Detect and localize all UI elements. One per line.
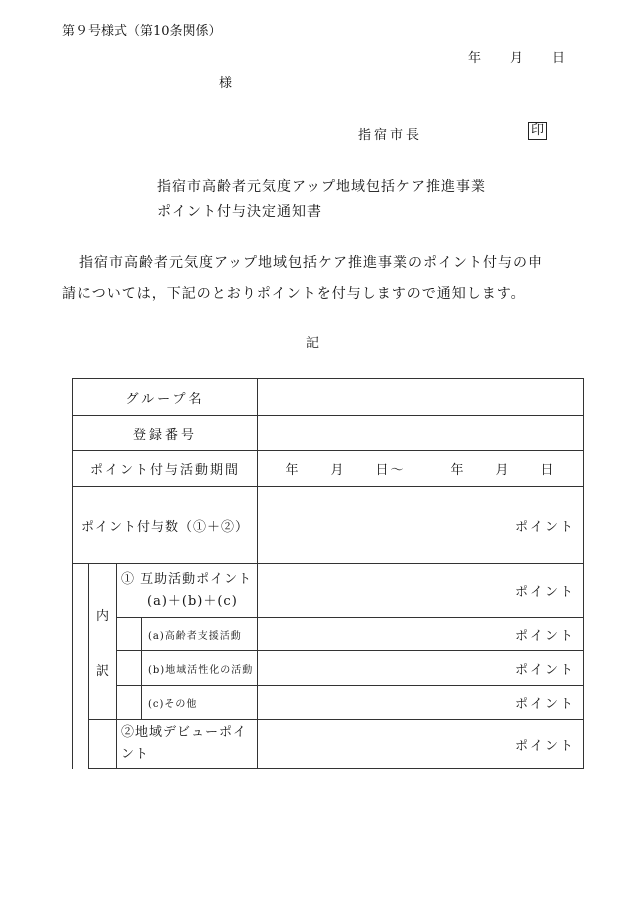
debut-label: ②地域デビューポイント xyxy=(117,720,258,769)
period-label: ポイント付与活動期間 xyxy=(73,451,258,487)
c-cell xyxy=(117,686,258,720)
ki-heading: 記 xyxy=(306,336,320,351)
reg-no-field[interactable] xyxy=(258,416,584,451)
document-title-line1: 指宿市高齢者元気度アップ地域包括ケア推進事業 xyxy=(157,179,487,195)
b-points-field[interactable]: ポイント xyxy=(258,651,584,686)
a-label: (a)高齢者支援活動 xyxy=(141,618,257,650)
row-reg-no xyxy=(73,416,584,451)
a-points-field[interactable]: ポイント xyxy=(258,618,584,651)
addressee-suffix: 様 xyxy=(219,76,233,91)
row-debut xyxy=(73,720,584,769)
reg-no-label: 登録番号 xyxy=(73,416,258,451)
seal-mark: 印 xyxy=(528,122,547,140)
debut-spacer xyxy=(89,720,117,769)
total-label: ポイント付与数（①＋②） xyxy=(73,487,258,564)
a-cell xyxy=(117,618,258,651)
row-mutual xyxy=(73,564,584,618)
group-name-label: グループ名 xyxy=(73,379,258,416)
form-number: 第９号様式（第10条関係） xyxy=(62,24,222,39)
mutual-label-line1: ① 互助活動ポイント xyxy=(121,571,253,587)
b-label: (b)地域活性化の活動 xyxy=(141,651,257,685)
row-c xyxy=(73,686,584,720)
date-line: 年 月 日 xyxy=(468,51,574,66)
b-cell xyxy=(117,651,258,686)
row-total xyxy=(73,487,584,564)
total-points-field[interactable]: ポイント xyxy=(258,487,584,564)
debut-points-field[interactable]: ポイント xyxy=(258,720,584,769)
point-table xyxy=(72,378,584,769)
period-field[interactable]: 年 月 日～ 年 月 日 xyxy=(258,451,584,487)
body-text-line2: 請については，下記のとおりポイントを付与しますので通知します。 xyxy=(62,286,526,302)
row-group-name xyxy=(73,379,584,416)
document-title-line2: ポイント付与決定通知書 xyxy=(157,204,322,220)
breakdown-char-1: 内 xyxy=(95,608,109,624)
row-b xyxy=(73,651,584,686)
group-name-field[interactable] xyxy=(258,379,584,416)
mutual-label-line2: (a)＋(b)＋(c) xyxy=(147,593,238,609)
breakdown-char-2: 訳 xyxy=(95,663,109,679)
c-points-field[interactable]: ポイント xyxy=(258,686,584,720)
breakdown-label xyxy=(89,564,117,720)
mutual-label xyxy=(117,564,258,618)
table-left-margin xyxy=(73,564,89,769)
mutual-points-field[interactable]: ポイント xyxy=(258,564,584,618)
sender-name: 指宿市長 xyxy=(358,128,423,143)
body-text-line1: 指宿市高齢者元気度アップ地域包括ケア推進事業のポイント付与の申 xyxy=(79,255,544,271)
row-period xyxy=(73,451,584,487)
row-a xyxy=(73,618,584,651)
c-label: (c)その他 xyxy=(141,686,257,719)
